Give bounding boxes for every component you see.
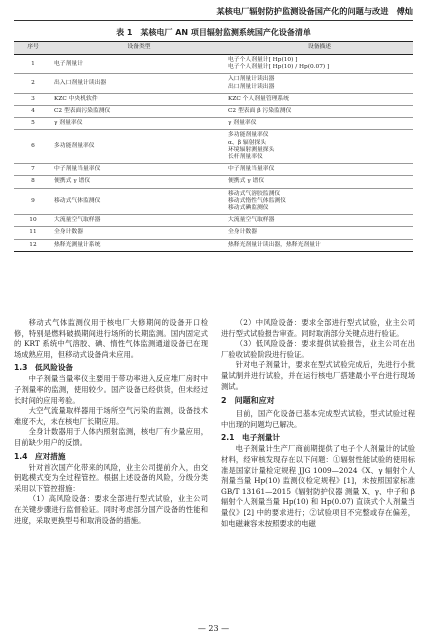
equipment-type: 热释光测量计系统: [52, 239, 226, 251]
row-number: 3: [14, 93, 52, 105]
equipment-type: 中子剂量当量率仪: [52, 164, 226, 176]
description-line: 环境辐射测量探头: [228, 146, 275, 153]
description-line: 多功能剂量率仪: [228, 132, 269, 139]
row-number: 7: [14, 164, 52, 176]
equipment-description: [226, 130, 413, 164]
equipment-description: [226, 188, 413, 215]
description-line: 电子个人剂量计[ Hp(10) / Hp(0.07) ]: [228, 64, 330, 71]
equipment-type: 电子剂量计: [52, 55, 226, 74]
description-line: C2 型表面 β 污染监测仪: [228, 108, 292, 115]
section-heading: 1.3 低风险设备: [14, 363, 74, 373]
row-number: 8: [14, 176, 52, 188]
section-heading: 2.1 电子剂量计: [221, 433, 281, 443]
section-heading: 1.4 应对措施: [14, 451, 66, 461]
table-caption: 表 1 某核电厂 AN 项目辐射监测系统国产化设备清单: [116, 28, 311, 37]
paragraph: 针对首次国产化带来的风险，业主公司提前介入，由交钥匙模式变为全过程管控。根据上述设备的风险，分级分类采用以下管控措施：: [14, 462, 208, 493]
equipment-description: [226, 106, 413, 118]
description-line: 移动式惰性气体监测仪: [228, 197, 286, 204]
equipment-table: [14, 41, 413, 252]
description-line: 电子个人剂量计[ Hp(10) ]: [228, 57, 298, 63]
table-row: [14, 188, 413, 215]
paragraph: 中子剂量当量率仪主要用于带功率进入反应堆厂房时中子剂量率的监测，使用较少。国产设备已经供货，但未经过长时间的应用考验。: [14, 374, 208, 405]
equipment-description: [226, 118, 413, 130]
description-line: 出口剂量计读出器: [228, 83, 275, 90]
description-line: KZC 个人剂量管理系统: [228, 95, 290, 102]
equipment-description: [226, 227, 413, 239]
description-line: 移动式碘监测仪: [228, 205, 269, 212]
table-row: [14, 176, 413, 188]
table-row: [14, 215, 413, 227]
equipment-type: 全身计数器: [52, 227, 226, 239]
description-line: α、β 辐射探头: [228, 139, 267, 146]
description-line: 全身计数器: [228, 229, 257, 236]
equipment-description: [226, 215, 413, 227]
row-number: 5: [14, 118, 52, 130]
description-line: 大流量空气取样器: [228, 217, 275, 224]
equipment-type: γ 剂量率仪: [52, 118, 226, 130]
table-row: [14, 74, 413, 93]
equipment-type: 出入口剂量计读出器: [52, 74, 226, 93]
description-line: 热释光剂量计读出器，热释光剂量计: [228, 241, 321, 248]
paragraph: （1）高风险设备：要求全部进行型式试验，业主公司在关键步骤进行监督验证。同时考虑部分国产设备的性能和进度，采取更换型号和取消设备的措施。: [14, 494, 208, 525]
column-header-type: 设备类型: [52, 42, 226, 55]
description-line: 移动式气溶胶监测仪: [228, 190, 281, 197]
page-number: — 23 —: [197, 624, 230, 633]
row-number: 9: [14, 188, 52, 215]
table-row: [14, 118, 413, 130]
section-heading: 2 问题和应对: [221, 396, 275, 406]
running-header: 某核电厂辐射防护监测设备国产化的问题与改进 傅灿: [14, 6, 413, 21]
row-number: 2: [14, 74, 52, 93]
equipment-type: 移动式气体监测仪: [52, 188, 226, 215]
table-row: [14, 239, 413, 251]
paragraph: 针对电子剂量计，要求在型式试验完成后，先进行小批量试制并进行试验，并在运行核电厂搭建最小平台进行现场测试。: [221, 360, 415, 391]
table-row: [14, 106, 413, 118]
paragraph: （3）低风险设备：要求提供试验报告，业主公司在出厂验收试验阶段进行验证。: [221, 339, 415, 359]
row-number: 12: [14, 239, 52, 251]
row-number: 1: [14, 55, 52, 74]
row-number: 11: [14, 227, 52, 239]
table-row: [14, 164, 413, 176]
row-number: 6: [14, 130, 52, 164]
paragraph: 全身计数器用于人体内照射监测，核电厂有少量应用，目前缺少用户的反馈。: [14, 427, 208, 447]
description-line: 中子剂量当量率仪: [228, 166, 275, 173]
table-row: [14, 130, 413, 164]
paragraph: （2）中风险设备：要求全部进行型式试验，业主公司进行型式试验报告审查。同时取消部分关键点进行验证。: [221, 318, 415, 338]
description-line: 便携式 γ 谱仪: [228, 178, 265, 185]
column-header-desc: 设备描述: [226, 42, 413, 55]
equipment-description: [226, 239, 413, 251]
paragraph: 移动式气体监测仪用于核电厂大修期间的设备开口检修，特别是燃料破损期间进行场所的长期监测。国内固定式的 KRT 系统中气溶胶、碘、惰性气体监测通道设备已在现场成熟应用，但移动式设备尚未应用。: [14, 318, 208, 359]
equipment-description: [226, 55, 413, 74]
table-row: [14, 227, 413, 239]
description-line: 入口剂量计读出器: [228, 76, 275, 83]
equipment-type: 多功能剂量率仪: [52, 130, 226, 164]
row-number: 4: [14, 106, 52, 118]
table-row: [14, 93, 413, 105]
description-line: 长杆剂量率仪: [228, 154, 263, 161]
equipment-type: KZC 中央机软件: [52, 93, 226, 105]
equipment-type: C2 型表面污染监测仪: [52, 106, 226, 118]
equipment-type: 便携式 γ 谱仪: [52, 176, 226, 188]
equipment-description: [226, 176, 413, 188]
description-line: γ 剂量率仪: [228, 120, 257, 127]
paragraph: 大空气流量取样器用于场所空气污染的监测，设备技术难度不大，未在核电厂长期应用。: [14, 406, 208, 426]
table-header-row: [14, 42, 413, 55]
equipment-type: 大流量空气取样器: [52, 215, 226, 227]
table-row: [14, 55, 413, 74]
equipment-description: [226, 93, 413, 105]
equipment-description: [226, 164, 413, 176]
right-column: [221, 318, 415, 529]
paragraph: 电子剂量计生产厂商前期提供了电子个人剂量计的试验材料，经审核发现存在以下问题：①辐射性能试验的使用标准是国家计量检定规程 JJG 1009—2024《X、γ 辐射个人剂量当量 Hp(10) 监测仪检定规程》[1]，未按照国家标准 GB/T 13161—2015《辐射防护仪器 测量 X、γ、中子和 β 辐射个人剂量当量 Hp(10) 和 Hp(0.07) 直读式个人剂量当量仪》[2] 中的要求进行；②试验项目不完整或存在偏差，如电磁兼容未按照要求的电磁: [221, 444, 415, 528]
row-number: 10: [14, 215, 52, 227]
column-header-no: 序号: [14, 42, 52, 55]
paragraph: 目前，国产化设备已基本完成型式试验，型式试验过程中出现的问题均已解决。: [221, 409, 415, 429]
left-column: [14, 318, 208, 526]
equipment-description: [226, 74, 413, 93]
